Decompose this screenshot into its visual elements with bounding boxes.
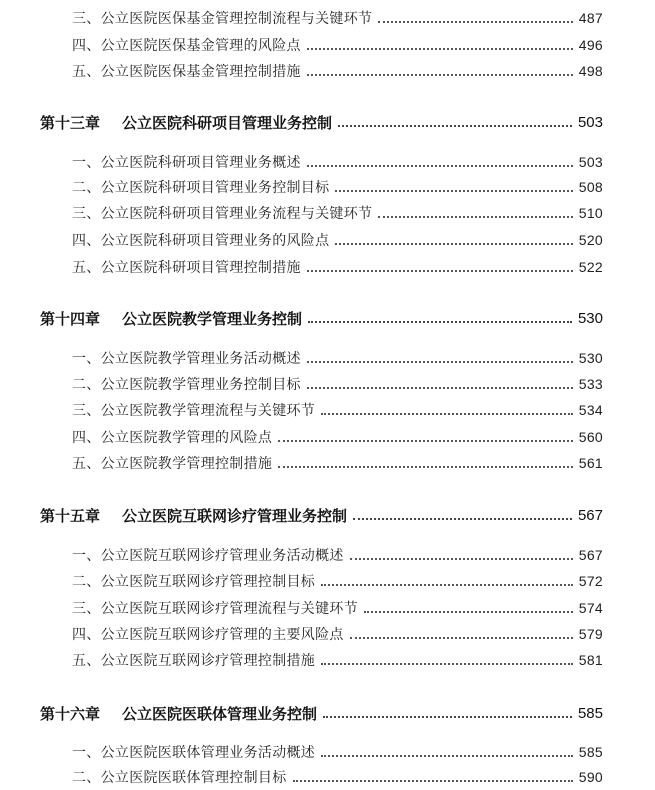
toc-entry-title: 四、公立医院科研项目管理业务的风险点 xyxy=(72,233,330,249)
dot-leader xyxy=(353,517,572,520)
toc-entry xyxy=(0,6,655,30)
toc-entry xyxy=(0,201,655,225)
toc-entry xyxy=(0,569,655,593)
dot-leader xyxy=(278,465,573,468)
dot-leader xyxy=(350,557,573,560)
toc-entry xyxy=(0,740,655,764)
dot-leader xyxy=(364,610,573,613)
toc-entry xyxy=(0,451,655,475)
toc-entry xyxy=(0,255,655,279)
toc-entry xyxy=(0,765,655,789)
toc-entry-page: 572 xyxy=(578,573,603,589)
toc-entry xyxy=(0,175,655,199)
chapter-page: 503 xyxy=(577,113,603,131)
chapter-title: 公立医院医联体管理业务控制 xyxy=(122,704,318,723)
toc-entry-page: 530 xyxy=(578,350,603,366)
toc-entry-page: 561 xyxy=(578,455,603,471)
chapter-page: 567 xyxy=(577,506,603,524)
toc-entry xyxy=(0,33,655,57)
dot-leader xyxy=(307,73,573,76)
chapter-number: 第十五章 xyxy=(40,506,101,525)
toc-entry-title: 四、公立医院互联网诊疗管理的主要风险点 xyxy=(72,627,344,643)
toc-entry-title: 三、公立医院科研项目管理业务流程与关键环节 xyxy=(72,206,373,222)
toc-entry-page: 510 xyxy=(578,205,603,221)
dot-leader xyxy=(307,386,573,389)
chapter-number: 第十三章 xyxy=(40,113,101,132)
chapter-number: 第十四章 xyxy=(40,309,101,328)
toc-entry xyxy=(0,372,655,396)
toc-entry-title: 三、公立医院教学管理流程与关键环节 xyxy=(72,403,316,419)
toc-entry-title: 一、公立医院教学管理业务活动概述 xyxy=(72,351,301,367)
dot-leader xyxy=(378,215,572,218)
dot-leader xyxy=(278,439,573,442)
toc-entry xyxy=(0,622,655,646)
toc-entry xyxy=(0,398,655,422)
toc-entry-title: 二、公立医院医联体管理控制目标 xyxy=(72,770,287,786)
toc-entry-page: 579 xyxy=(578,626,603,642)
toc-entry xyxy=(0,150,655,174)
dot-leader xyxy=(321,412,573,415)
dot-leader xyxy=(321,754,573,757)
toc-entry xyxy=(0,596,655,620)
dot-leader xyxy=(378,20,572,23)
chapter-title: 公立医院科研项目管理业务控制 xyxy=(122,113,333,132)
dot-leader xyxy=(350,636,573,639)
toc-entry-title: 五、公立医院医保基金管理控制措施 xyxy=(72,64,301,80)
toc-entry-page: 585 xyxy=(578,744,603,760)
chapter-page: 530 xyxy=(577,309,603,327)
dot-leader xyxy=(323,715,572,718)
toc-entry xyxy=(0,59,655,83)
toc-chapter xyxy=(0,503,655,527)
dot-leader xyxy=(335,242,572,245)
toc-chapter xyxy=(0,306,655,330)
toc-entry-page: 496 xyxy=(578,37,603,53)
toc-entry xyxy=(0,543,655,567)
toc-entry-title: 一、公立医院科研项目管理业务概述 xyxy=(72,155,301,171)
toc-entry-page: 590 xyxy=(578,769,603,785)
toc-entry-page: 522 xyxy=(578,259,603,275)
chapter-number: 第十六章 xyxy=(40,704,101,723)
toc-entry-title: 二、公立医院教学管理业务控制目标 xyxy=(72,377,301,393)
toc-entry-page: 567 xyxy=(578,547,603,563)
toc-entry-title: 四、公立医院教学管理的风险点 xyxy=(72,430,273,446)
toc-entry-title: 五、公立医院科研项目管理控制措施 xyxy=(72,260,301,276)
toc-entry-title: 一、公立医院医联体管理业务活动概述 xyxy=(72,745,316,761)
dot-leader xyxy=(293,779,573,782)
toc-entry-title: 二、公立医院科研项目管理业务控制目标 xyxy=(72,180,330,196)
toc-entry-page: 487 xyxy=(578,10,603,26)
dot-leader xyxy=(307,47,573,50)
toc-entry-title: 四、公立医院医保基金管理的风险点 xyxy=(72,38,301,54)
toc-entry-title: 三、公立医院医保基金管理控制流程与关键环节 xyxy=(72,11,373,27)
dot-leader xyxy=(321,662,573,665)
toc-entry xyxy=(0,346,655,370)
toc-entry xyxy=(0,648,655,672)
toc-entry-title: 五、公立医院教学管理控制措施 xyxy=(72,456,273,472)
toc-entry-page: 560 xyxy=(578,429,603,445)
toc-entry-page: 503 xyxy=(578,154,603,170)
toc-chapter xyxy=(0,110,655,134)
toc-entry xyxy=(0,228,655,252)
dot-leader xyxy=(338,124,572,127)
chapter-title: 公立医院教学管理业务控制 xyxy=(122,309,303,328)
toc-entry-page: 574 xyxy=(578,600,603,616)
dot-leader xyxy=(307,164,573,167)
toc-entry-page: 498 xyxy=(578,63,603,79)
toc-entry-title: 五、公立医院互联网诊疗管理控制措施 xyxy=(72,653,316,669)
toc-entry-page: 508 xyxy=(578,179,603,195)
dot-leader xyxy=(335,189,572,192)
dot-leader xyxy=(307,269,573,272)
toc-entry-title: 一、公立医院互联网诊疗管理业务活动概述 xyxy=(72,548,344,564)
toc-entry-page: 520 xyxy=(578,232,603,248)
toc-entry-page: 534 xyxy=(578,402,603,418)
toc-entry xyxy=(0,425,655,449)
dot-leader xyxy=(307,360,573,363)
chapter-page: 585 xyxy=(577,704,603,722)
toc-entry-page: 581 xyxy=(578,652,603,668)
toc-entry-title: 二、公立医院互联网诊疗管理控制目标 xyxy=(72,574,316,590)
dot-leader xyxy=(308,320,572,323)
toc-entry-page: 533 xyxy=(578,376,603,392)
toc-entry-title: 三、公立医院互联网诊疗管理流程与关键环节 xyxy=(72,601,358,617)
dot-leader xyxy=(321,583,573,586)
chapter-title: 公立医院互联网诊疗管理业务控制 xyxy=(122,506,348,525)
toc-chapter xyxy=(0,701,655,725)
